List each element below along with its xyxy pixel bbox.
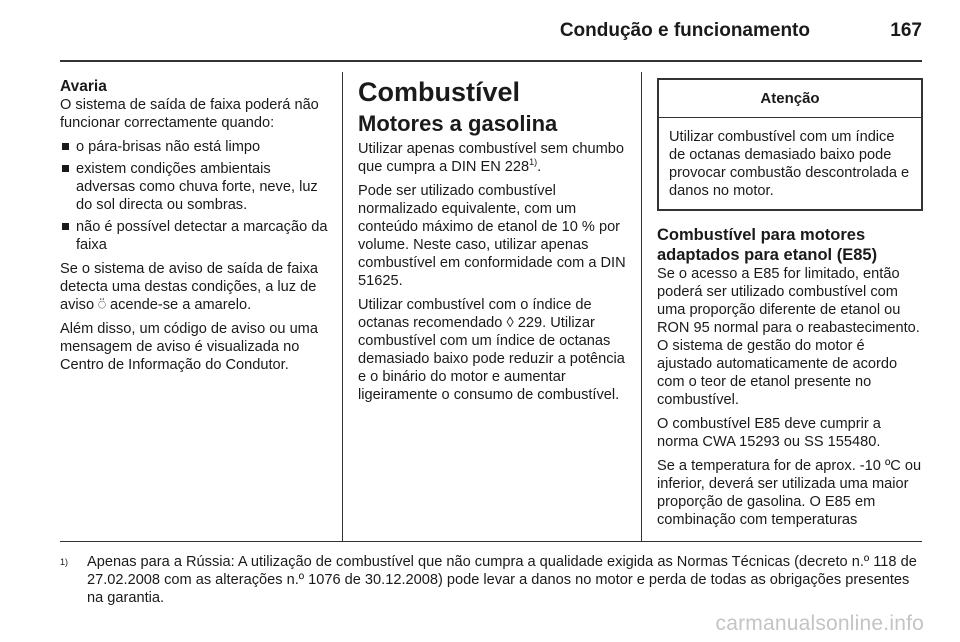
text-span: Utilizar apenas combustível sem chumbo que cumpra a DIN EN 228 bbox=[358, 141, 625, 175]
page-reference-icon: ◊ bbox=[506, 315, 514, 331]
subsection-heading-motores-gasolina: Motores a gasolina bbox=[358, 111, 558, 136]
paragraph bbox=[358, 140, 628, 176]
column-3 bbox=[657, 78, 923, 535]
footnote-mark: 1) bbox=[60, 557, 69, 567]
warning-text: Utilizar combustível com um índice de octanas demasiado baixo pode provocar combustão descontrolada e danos no motor. bbox=[669, 129, 910, 199]
text-span: . Utilizar combustível com um índice de octanas demasiado baixo pode reduzir a potência e o binário do motor e aumentar ligeiramente o consumo de combustível. bbox=[358, 315, 625, 403]
header-divider bbox=[60, 60, 922, 62]
section-heading-e85: Combustível para motores adaptados para etanol (E85) bbox=[657, 226, 878, 264]
paragraph: Se o acesso a E85 for limitado, então poderá ser utilizado combustível com uma proporção diferente de etanol ou RON 95 normal para o reabastecimento. O sistema de gestão do motor é ajustado automaticamente de acordo com o teor de etanol presente no combustível. bbox=[657, 266, 920, 408]
section-heading-avaria: Avaria bbox=[60, 78, 107, 95]
bullet-list bbox=[60, 138, 328, 254]
text-span: Se o sistema de aviso de saída de faixa detecta uma destas condições, a luz de aviso bbox=[60, 261, 318, 313]
watermark: carmanualsonline.info bbox=[715, 612, 924, 635]
column-2 bbox=[358, 78, 628, 410]
paragraph: Pode ser utilizado combustível normalizado equivalente, com um conteúdo máximo de etanol de 10 % por volume. Neste caso, utilizar apenas combustível em conformidade com a DIN 51625. bbox=[358, 183, 626, 289]
column-1 bbox=[60, 78, 328, 380]
paragraph bbox=[358, 296, 628, 404]
paragraph: O sistema de saída de faixa poderá não funcionar correctamente quando: bbox=[60, 97, 319, 131]
footnote bbox=[60, 553, 922, 607]
text-span: acende-se a amarelo. bbox=[110, 297, 252, 313]
list-item: existem condições ambientais adversas como chuva forte, neve, luz do sol directa ou sombras. bbox=[60, 160, 328, 214]
text-span: . bbox=[537, 159, 542, 175]
list-item: não é possível detectar a marcação da faixa bbox=[60, 218, 328, 254]
list-item: o pára-brisas não está limpo bbox=[60, 138, 328, 156]
footnote-text: Apenas para a Rússia: A utilização de combustível que não cumpra a qualidade exigida as Normas Técnicas (decreto n.º 118 de 27.02.2008 com as alterações n.º 1076 de 30.12.2008) pode levar a danos no motor e perda de todas as obrigações presentes na garantia. bbox=[87, 554, 917, 606]
warning-box bbox=[657, 78, 923, 211]
column-divider bbox=[641, 72, 642, 542]
section-heading-combustivel: Combustível bbox=[358, 77, 521, 107]
column-divider bbox=[342, 72, 343, 542]
footnote-divider bbox=[60, 541, 922, 542]
paragraph bbox=[60, 260, 328, 314]
page-reference-link[interactable]: 229 bbox=[517, 315, 543, 331]
text-span: Utilizar combustível com o índice de octanas recomendado bbox=[358, 297, 592, 331]
paragraph: O combustível E85 deve cumprir a norma CWA 15293 ou SS 155480. bbox=[657, 416, 881, 450]
warning-title: Atenção bbox=[659, 80, 921, 118]
paragraph: Além disso, um código de aviso ou uma mensagem de aviso é visualizada no Centro de Informação do Condutor. bbox=[60, 321, 318, 373]
footnote-reference[interactable]: 1) bbox=[529, 157, 538, 168]
page-number: 167 bbox=[890, 20, 922, 41]
paragraph: Se a temperatura for de aprox. -10 ºC ou inferior, deverá ser utilizada uma maior proporção de gasolina. O E85 em combinação com temperaturas bbox=[657, 458, 922, 528]
page-header-title: Condução e funcionamento bbox=[559, 20, 810, 41]
lane-departure-warning-icon: ⍥ bbox=[98, 297, 106, 312]
